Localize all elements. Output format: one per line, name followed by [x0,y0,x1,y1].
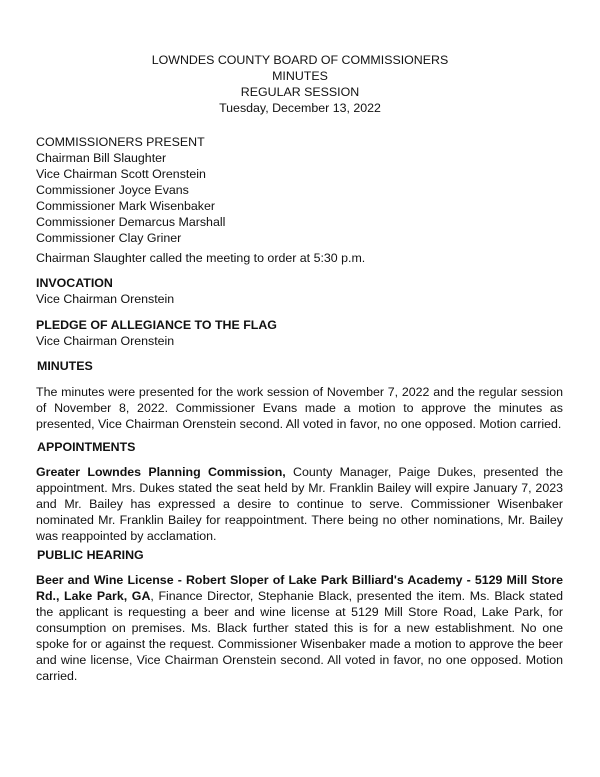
paragraph-text: , Finance Director, Stephanie Black, presented the item. Ms. Black stated the applicant is requesting a beer and wine license at 5129 Mill Store Road, Lake Park, for consumption on premises. Ms. Black further stated this is for a new establishment. No one spoke for or against the request. Commissioner Wisenbaker made a motion to approve the beer and wine license, Vice Chairman Orenstein second. All voted in favor, no one opposed. Motion carried. [36,589,563,683]
member: Commissioner Demarcus Marshall [36,215,226,229]
header-line: LOWNDES COUNTY BOARD OF COMMISSIONERS [151,53,449,67]
pledge-section [36,317,563,349]
invocation-section [36,275,563,307]
commissioners-present [36,134,563,246]
public-hearing-title: PUBLIC HEARING [37,548,144,562]
header-line: REGULAR SESSION [240,85,360,99]
member: Commissioner Clay Griner [36,231,182,245]
paragraph-text: The minutes were presented for the work session of November 7, 2022 and the regular session of November 8, 2022. Commissioner Evans made a motion to approve the minutes as presented, Vice Chairman Orenstein second. All voted in favor, no one opposed. Motion carried. [36,385,563,431]
header-line: MINUTES [272,69,328,83]
public-hearing-paragraph [36,572,563,684]
section-title: PLEDGE OF ALLEGIANCE TO THE FLAG [36,318,277,332]
member: Chairman Bill Slaughter [36,151,167,165]
document-header [0,52,600,116]
section-title: COMMISSIONERS PRESENT [36,135,205,149]
call-to-order: Chairman Slaughter called the meeting to order at 5:30 p.m. [36,251,366,265]
section-text: Vice Chairman Orenstein [36,292,175,306]
member: Commissioner Joyce Evans [36,183,189,197]
member: Commissioner Mark Wisenbaker [36,199,216,213]
appointments-title: APPOINTMENTS [37,440,136,454]
section-text: Vice Chairman Orenstein [36,334,175,348]
paragraph-text: County Manager, Paige Dukes, presented the appointment. Mrs. Dukes stated the seat held by Mr. Franklin Bailey will expire January 7, 2023 and Mr. Bailey has expressed a desire to continue to serve. Commissioner Wisenbaker nominated Mr. Franklin Bailey for reappointment. There being no other nominations, Mr. Bailey was reappointed by acclamation. [36,465,564,543]
appointments-paragraph [36,464,563,544]
minutes-paragraph [36,384,563,432]
member: Vice Chairman Scott Orenstein [36,167,206,181]
header-date: Tuesday, December 13, 2022 [219,101,381,115]
paragraph-lead: Beer and Wine License - Robert Sloper of Lake Park Billiard's Academy - 5129 Mill Store Rd., Lake Park, GA [36,573,563,603]
section-title: INVOCATION [36,276,113,290]
minutes-title: MINUTES [37,359,93,373]
paragraph-lead: Greater Lowndes Planning Commission, [36,465,286,479]
